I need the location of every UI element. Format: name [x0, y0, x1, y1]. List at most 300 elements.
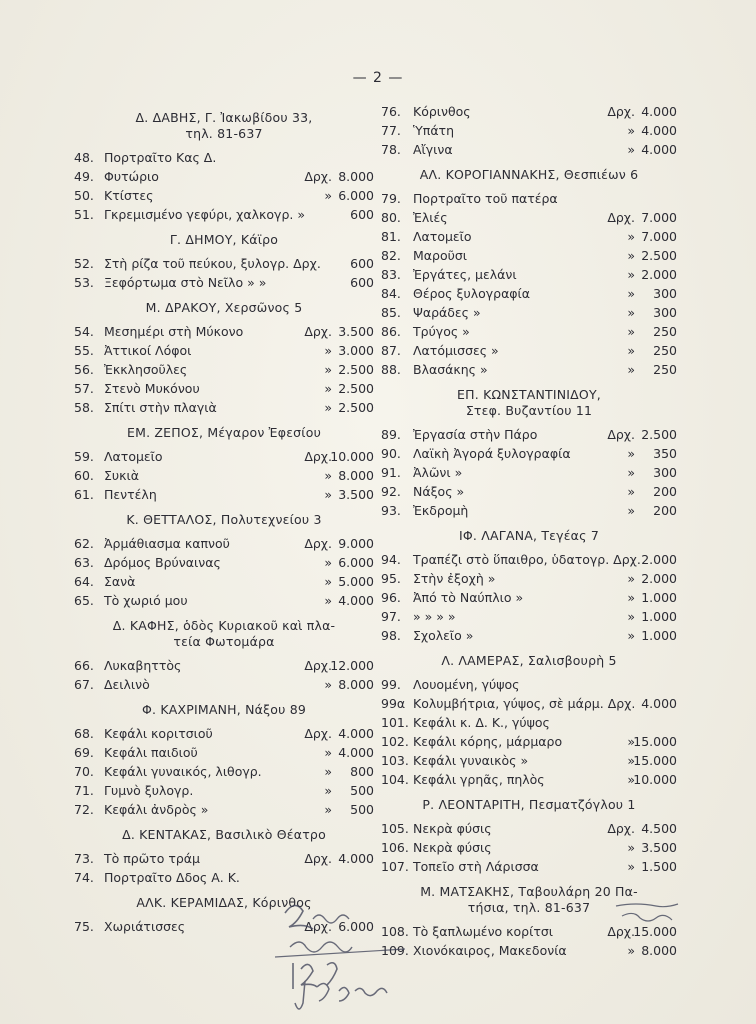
entry-no: 54. [74, 324, 94, 339]
entry-price: 1.000 [641, 628, 677, 643]
entry-price: 4.000 [338, 745, 374, 760]
entry-no: 64. [74, 574, 94, 589]
artist-heading-line: Γ. ΔΗΜΟΥ, Κάϊρο [169, 232, 279, 247]
entry-cur: » [627, 859, 635, 874]
catalogue-entry [74, 553, 374, 572]
entry-cur: Δρχ. [304, 536, 332, 551]
entry-no: 99. [381, 677, 401, 692]
catalogue-entry [381, 713, 677, 732]
entry-title: Κεφάλι γυναικὸς » [413, 753, 529, 768]
entry-no: 93. [381, 503, 401, 518]
entry-title: Τὸ χωριό μου [104, 593, 188, 608]
entry-no: 86. [381, 324, 401, 339]
entry-title: Θέρος ξυλογραφία [413, 286, 531, 301]
catalogue-entry [381, 265, 677, 284]
entry-price: 1.500 [641, 859, 677, 874]
catalogue-entry [381, 607, 677, 626]
artist-heading-line: ΙΦ. ΛΑΓΑΝΑ, Τεγέας 7 [459, 528, 599, 543]
entry-title: Κολυμβήτρια, γύψος, σὲ μάρμ. Δρχ. [413, 696, 636, 711]
entry-title: Μαροῦσι [413, 248, 467, 263]
entry-price: 200 [653, 503, 677, 518]
entry-no: 102. [381, 734, 409, 749]
entry-no: 78. [381, 142, 401, 157]
catalogue-entry [74, 800, 374, 819]
entry-price: 2.000 [641, 267, 677, 282]
entry-price: 1.000 [641, 609, 677, 624]
catalogue-entry [74, 466, 374, 485]
entry-price: 8.000 [338, 169, 374, 184]
entry-cur: Δρχ. [304, 726, 332, 741]
entry-title: Βλασάκης » [413, 362, 488, 377]
entry-cur: Δρχ. [304, 169, 332, 184]
artist-heading-line: τεία Φωτομάρα [173, 634, 275, 649]
entry-price: 4.500 [641, 821, 677, 836]
entry-cur: » [324, 677, 332, 692]
entry-cur: » [627, 248, 635, 263]
catalogue-entry [381, 838, 677, 857]
entry-price: 4.000 [641, 123, 677, 138]
entry-cur: » [627, 343, 635, 358]
catalogue-entry [74, 254, 374, 273]
catalogue-entry [381, 322, 677, 341]
catalogue-entry [74, 675, 374, 694]
catalogue-entry [381, 189, 677, 208]
entry-cur: Δρχ. [607, 427, 635, 442]
entry-price: 4.000 [641, 142, 677, 157]
artist-heading [381, 789, 677, 819]
entry-no: 80. [381, 210, 401, 225]
entry-price: 6.000 [338, 919, 374, 934]
entry-title: Τοπεῖο στὴ Λάρισσα [413, 859, 539, 874]
entry-title: Ἐλιές [413, 210, 448, 225]
entry-cur: » [627, 943, 635, 958]
entry-cur: » [627, 609, 635, 624]
entry-cur: » [324, 188, 332, 203]
entry-no: 61. [74, 487, 94, 502]
entry-title: Σανὰ [104, 574, 136, 589]
entry-no: 88. [381, 362, 401, 377]
entry-cur: » [627, 142, 635, 157]
entry-price: 800 [350, 764, 374, 779]
entry-no: 92. [381, 484, 401, 499]
entry-no: 65. [74, 593, 94, 608]
entry-price: 3.500 [641, 840, 677, 855]
artist-heading-line: ΕΜ. ΖΕΠΟΣ, Μέγαρον Ἐφεσίου [126, 425, 321, 440]
entry-cur: » [627, 286, 635, 301]
artist-heading-line: Μ. ΔΡΑΚΟΥ, Χερσῶνος 5 [145, 300, 303, 315]
entry-title: Πορτραῖτο Δδος Α. Κ. [104, 870, 240, 885]
artist-heading [381, 645, 677, 675]
entry-price: 300 [653, 286, 677, 301]
entry-cur: » [627, 465, 635, 480]
catalogue-entry [381, 694, 677, 713]
entry-title: Λατομεῖο [413, 229, 472, 244]
artist-heading-line: ΑΛ. ΚΟΡΟΓΙΑΝΝΑΚΗΣ, Θεσπιέων 6 [419, 167, 639, 182]
entry-price: 350 [653, 446, 677, 461]
entry-cur: Δρχ. [607, 210, 635, 225]
catalogue-entry [74, 743, 374, 762]
entry-price: 6.000 [338, 555, 374, 570]
entry-title: Νεκρὰ φύσις [413, 821, 492, 836]
entry-no: 49. [74, 169, 94, 184]
entry-title: Μεσημέρι στὴ Μύκονο [104, 324, 244, 339]
entry-no: 73. [74, 851, 94, 866]
entry-title: Λαϊκὴ Ἀγορά ξυλογραφία [413, 446, 571, 461]
handwritten-notes [255, 895, 445, 1020]
catalogue-entry [381, 425, 677, 444]
entry-price: 10.000 [330, 449, 374, 464]
entry-cur: » [627, 324, 635, 339]
artist-heading [381, 520, 677, 550]
entry-no: 59. [74, 449, 94, 464]
entry-price: 15.000 [633, 924, 677, 939]
catalogue-entry [381, 819, 677, 838]
artist-heading-line: τηλ. 81-637 [185, 126, 263, 141]
entry-no: 51. [74, 207, 94, 222]
entry-cur: » [324, 745, 332, 760]
entry-no: 67. [74, 677, 94, 692]
entry-title: Κτίστες [104, 188, 154, 203]
artist-heading-line: ΕΠ. ΚΩΝΣΤΑΝΤΙΝΙΔΟΥ, [457, 387, 601, 402]
entry-title: Ἀρμάθιασμα καπνοῦ [104, 536, 230, 551]
entry-price: 8.000 [641, 943, 677, 958]
entry-title: Αἴγινα [413, 142, 453, 157]
catalogue-entry [381, 303, 677, 322]
entry-no: 68. [74, 726, 94, 741]
catalogue-entry [381, 463, 677, 482]
artist-heading [74, 224, 374, 254]
entry-cur: » [324, 400, 332, 415]
entry-cur: » [627, 362, 635, 377]
entry-price: 250 [653, 324, 677, 339]
entry-no: 79. [381, 191, 401, 206]
entry-price: 2.500 [641, 248, 677, 263]
entry-price: 15.000 [633, 734, 677, 749]
catalogue-entry [74, 534, 374, 553]
catalogue-entry [381, 770, 677, 789]
artist-heading [74, 610, 374, 656]
artist-heading [74, 694, 374, 724]
entry-price: 12.000 [330, 658, 374, 673]
entry-cur: Δρχ. [304, 919, 332, 934]
entry-price: 7.000 [641, 210, 677, 225]
entry-no: 70. [74, 764, 94, 779]
entry-title: Κεφάλι παιδιοῦ [104, 745, 198, 760]
entry-no: 106. [381, 840, 409, 855]
entry-price: 15.000 [633, 753, 677, 768]
entry-title: Νάξος » [413, 484, 465, 499]
entry-no: 101. [381, 715, 409, 730]
entry-price: 10.000 [633, 772, 677, 787]
entry-no: 97. [381, 609, 401, 624]
entry-price: 300 [653, 465, 677, 480]
entry-cur: » [627, 628, 635, 643]
catalogue-entry [74, 656, 374, 675]
entry-cur: » [627, 484, 635, 499]
artist-heading-line: Στεφ. Βυζαντίου 11 [465, 403, 593, 418]
catalogue-entry [381, 227, 677, 246]
entry-title: Χιονόκαιρος, Μακεδονία [413, 943, 567, 958]
entry-price: 6.000 [338, 188, 374, 203]
entry-title: Ἐκδρομὴ [413, 503, 469, 518]
entry-no: 56. [74, 362, 94, 377]
entry-cur: » [324, 574, 332, 589]
artist-heading [381, 379, 677, 425]
entry-no: 82. [381, 248, 401, 263]
entry-no: 105. [381, 821, 409, 836]
handwritten-mark [612, 896, 682, 922]
catalogue-entry [74, 322, 374, 341]
artist-heading-line: τήσια, τηλ. 81-637 [467, 900, 591, 915]
catalogue-entry [74, 205, 374, 224]
catalogue-entry [381, 550, 677, 569]
entry-no: 91. [381, 465, 401, 480]
entry-no: 84. [381, 286, 401, 301]
entry-title: Ξεφόρτωμα στὸ Νεῖλο » » [104, 275, 267, 290]
catalogue-entry [381, 857, 677, 876]
entry-title: Τὸ πρῶτο τράμ [104, 851, 200, 866]
catalogue-entry [74, 360, 374, 379]
entry-cur: » [324, 362, 332, 377]
entry-title: Τὸ ξαπλωμένο κορίτσι [413, 924, 554, 939]
catalogue-entry [74, 724, 374, 743]
catalogue-entry [381, 751, 677, 770]
entry-cur: » [324, 764, 332, 779]
catalogue-entry [74, 849, 374, 868]
catalogue-entry [74, 447, 374, 466]
entry-title: Πεντέλη [104, 487, 157, 502]
catalogue-entry [381, 501, 677, 520]
entry-title: Κεφάλι κόρης, μάρμαρο [413, 734, 563, 749]
entry-no: 60. [74, 468, 94, 483]
entry-title: Ἐργάτες, μελάνι [413, 267, 517, 282]
catalogue-entry [74, 591, 374, 610]
artist-heading-line: Δ. ΔΑΒΗΣ, Γ. Ἰακωβίδου 33, [135, 110, 313, 125]
entry-title: Σπίτι στὴν πλαγιὰ [104, 400, 217, 415]
entry-title: Λατόμισσες » [413, 343, 499, 358]
entry-cur: » [627, 772, 635, 787]
entry-title: Τρύγος » [413, 324, 470, 339]
entry-no: 94. [381, 552, 401, 567]
catalogue-entry [381, 675, 677, 694]
catalogue-entry [381, 140, 677, 159]
catalogue-entry [381, 102, 677, 121]
entry-cur: » [324, 468, 332, 483]
entry-no: 98. [381, 628, 401, 643]
entry-title: Κεφάλι κ. Δ. Κ., γύψος [413, 715, 550, 730]
entry-price: 2.500 [338, 400, 374, 415]
entry-cur: » [627, 571, 635, 586]
entry-no: 50. [74, 188, 94, 203]
entry-no: 107. [381, 859, 409, 874]
entry-cur: » [627, 753, 635, 768]
entry-price: 9.000 [338, 536, 374, 551]
entry-title: Ἀλῶνι » [413, 465, 463, 480]
catalogue-entry [381, 341, 677, 360]
entry-no: 63. [74, 555, 94, 570]
entry-cur: » [627, 590, 635, 605]
entry-price: 3.000 [338, 343, 374, 358]
entry-title: Κεφάλι γυναικός, λιθογρ. [104, 764, 262, 779]
entry-no: 87. [381, 343, 401, 358]
entry-price: 7.000 [641, 229, 677, 244]
entry-cur: » [627, 446, 635, 461]
artist-heading-line: Φ. ΚΑΧΡΙΜΑΝΗ, Νάξου 89 [141, 702, 307, 717]
entry-price: 2.000 [641, 571, 677, 586]
entry-no: 69. [74, 745, 94, 760]
entry-no: 76. [381, 104, 401, 119]
entry-title: Τραπέζι στὸ ὕπαιθρο, ὑδατογρ. Δρχ. [413, 552, 641, 567]
entry-title: Φυτώριο [104, 169, 159, 184]
catalogue-entry [74, 781, 374, 800]
entry-cur: » [324, 802, 332, 817]
artist-heading [74, 292, 374, 322]
entry-price: 4.000 [338, 726, 374, 741]
entry-no: 99α [381, 696, 406, 711]
entry-no: 48. [74, 150, 94, 165]
entry-cur: Δρχ. [304, 658, 332, 673]
entry-title: Χωριάτισσες [104, 919, 186, 934]
entry-price: 600 [350, 207, 374, 222]
catalogue-entry [381, 444, 677, 463]
catalogue-entry [381, 284, 677, 303]
right-column [381, 102, 677, 960]
entry-no: 89. [381, 427, 401, 442]
entry-no: 62. [74, 536, 94, 551]
entry-cur: » [324, 555, 332, 570]
entry-title: Κόρινθος [413, 104, 471, 119]
catalogue-entry [74, 868, 374, 887]
entry-title: Σχολεῖο » [413, 628, 474, 643]
entry-title: Κεφάλι ἀνδρὸς » [104, 802, 209, 817]
entry-title: Λυκαβηττὸς [104, 658, 182, 673]
entry-no: 58. [74, 400, 94, 415]
catalogue-entry [74, 148, 374, 167]
entry-cur: » [627, 229, 635, 244]
entry-no: 108. [381, 924, 409, 939]
page-number: — 2 — [352, 70, 404, 86]
artist-heading [74, 819, 374, 849]
entry-title: Πορτραῖτο τοῦ πατέρα [413, 191, 558, 206]
artist-heading-line: Δ. ΚΑΦΗΣ, ὁδὸς Κυριακοῦ καὶ πλα- [112, 618, 336, 633]
entry-no: 74. [74, 870, 94, 885]
catalogue-entry [381, 360, 677, 379]
catalogue-entry [381, 588, 677, 607]
entry-price: 2.500 [641, 427, 677, 442]
entry-no: 96. [381, 590, 401, 605]
entry-title: Λουομένη, γύψος [413, 677, 520, 692]
entry-cur: » [324, 381, 332, 396]
entry-no: 95. [381, 571, 401, 586]
entry-title: Κεφάλι γρηᾶς, πηλὸς [413, 772, 545, 787]
entry-price: 4.000 [641, 696, 677, 711]
catalogue-entry [381, 246, 677, 265]
entry-title: Δειλινὸ [104, 677, 150, 692]
entry-title: Πορτραῖτο Κας Δ. [104, 150, 217, 165]
artist-heading [74, 102, 374, 148]
entry-no: 72. [74, 802, 94, 817]
catalogue-entry [381, 569, 677, 588]
catalogue-entry [74, 485, 374, 504]
entry-cur: » [627, 734, 635, 749]
entry-price: 4.000 [338, 593, 374, 608]
entry-no: 71. [74, 783, 94, 798]
entry-title: Συκιὰ [104, 468, 139, 483]
left-column [74, 102, 374, 936]
entry-price: 250 [653, 362, 677, 377]
entry-cur: » [324, 783, 332, 798]
artist-heading-line: Δ. ΚΕΝΤΑΚΑΣ, Βασιλικὸ Θέατρο [122, 827, 326, 842]
catalogue-entry [74, 762, 374, 781]
entry-title: Στὴν ἐξοχὴ » [413, 571, 496, 586]
entry-price: 1.000 [641, 590, 677, 605]
entry-price: 8.000 [338, 468, 374, 483]
entry-price: 2.500 [338, 381, 374, 396]
artist-heading-line: Μ. ΜΑΤΣΑΚΗΣ, Ταβουλάρη 20 Πα- [420, 884, 638, 899]
entry-price: 4.000 [338, 851, 374, 866]
entry-no: 52. [74, 256, 94, 271]
catalogue-entry [381, 121, 677, 140]
entry-cur: » [324, 593, 332, 608]
entry-cur: Δρχ. [304, 324, 332, 339]
entry-no: 109. [381, 943, 409, 958]
entry-cur: » [324, 343, 332, 358]
entry-title: Ὑπάτη [413, 123, 455, 138]
entry-no: 85. [381, 305, 401, 320]
entry-no: 66. [74, 658, 94, 673]
entry-price: 300 [653, 305, 677, 320]
entry-no: 75. [74, 919, 94, 934]
entry-cur: » [627, 123, 635, 138]
artist-heading [74, 504, 374, 534]
entry-price: 2.500 [338, 362, 374, 377]
entry-cur: » [627, 503, 635, 518]
entry-title: Στὴ ρίζα τοῦ πεύκου, ξυλογρ. Δρχ. [104, 256, 321, 271]
catalogue-entry [74, 379, 374, 398]
artist-heading [74, 417, 374, 447]
artist-heading [381, 159, 677, 189]
catalogue-entry [74, 572, 374, 591]
catalogue-entry [74, 398, 374, 417]
catalogue-entry [381, 732, 677, 751]
entry-title: Νεκρὰ φύσις [413, 840, 492, 855]
entry-cur: Δρχ. [607, 104, 635, 119]
entry-no: 77. [381, 123, 401, 138]
entry-title: Γυμνὸ ξυλογρ. [104, 783, 194, 798]
artist-heading-line: Ρ. ΛΕΟΝΤΑΡΙΤΗ, Πεσματζόγλου 1 [422, 797, 636, 812]
entry-cur: » [627, 305, 635, 320]
catalogue-entry [381, 626, 677, 645]
catalogue-entry [74, 186, 374, 205]
entry-no: 104. [381, 772, 409, 787]
entry-no: 103. [381, 753, 409, 768]
entry-price: 600 [350, 275, 374, 290]
entry-price: 500 [350, 783, 374, 798]
entry-price: 3.500 [338, 487, 374, 502]
entry-price: 4.000 [641, 104, 677, 119]
entry-cur: Δρχ. [304, 851, 332, 866]
artist-heading-line: Λ. ΛΑΜΕΡΑΣ, Σαλισβουρὴ 5 [441, 653, 617, 668]
entry-title: Στενὸ Μυκόνου [104, 381, 200, 396]
catalogue-entry [74, 273, 374, 292]
entry-title: Ἀττικοί Λόφοι [104, 343, 192, 358]
entry-price: 5.000 [338, 574, 374, 589]
entry-price: 2.000 [641, 552, 677, 567]
entry-title: Λατομεῖο [104, 449, 163, 464]
entry-title: Ψαράδες » [413, 305, 481, 320]
entry-no: 83. [381, 267, 401, 282]
artist-heading-line: Κ. ΘΕΤΤΑΛΟΣ, Πολυτεχνείου 3 [126, 512, 322, 527]
